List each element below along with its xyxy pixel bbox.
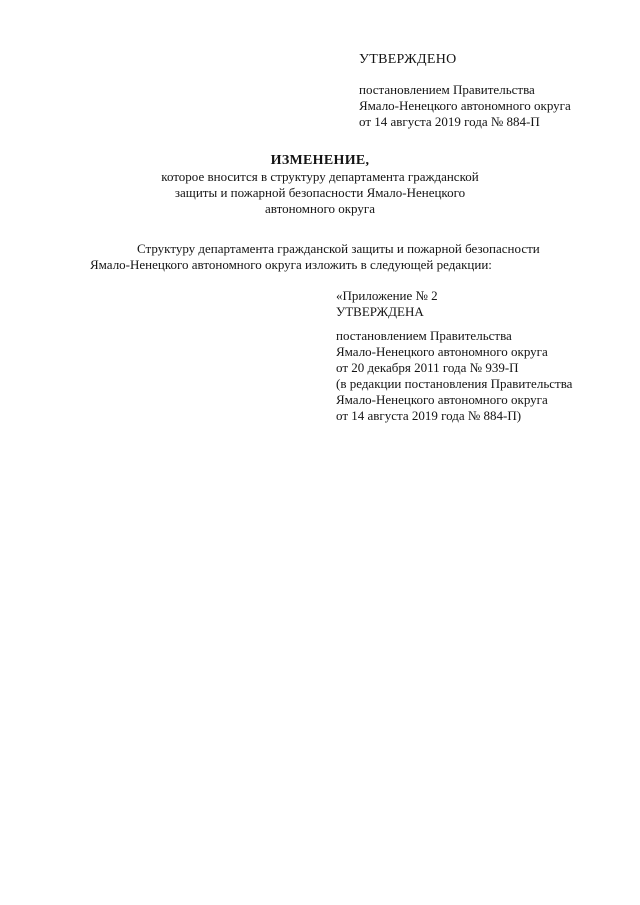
approval-block: [359, 82, 619, 130]
document-title: ИЗМЕНЕНИЕ,: [270, 153, 370, 168]
approval-heading: [359, 52, 457, 68]
appendix-line: от 20 декабря 2011 года № 939-П: [336, 360, 519, 375]
appendix-approved: УТВЕРЖДЕНА: [336, 304, 424, 319]
approval-heading-text: УТВЕРЖДЕНО: [359, 52, 457, 67]
approval-line: от 14 августа 2019 года № 884-П: [359, 114, 540, 129]
approval-line: Ямало-Ненецкого автономного округа: [359, 98, 571, 113]
document-subtitle-line: защиты и пожарной безопасности Ямало-Ненецкого: [174, 185, 466, 200]
appendix-approval-block: [336, 328, 626, 424]
approval-line: постановлением Правительства: [359, 82, 535, 97]
appendix-line: Ямало-Ненецкого автономного округа: [336, 344, 548, 359]
appendix-line: (в редакции постановления Правительства: [336, 376, 573, 391]
appendix-line: от 14 августа 2019 года № 884-П): [336, 408, 522, 423]
appendix-number: «Приложение № 2: [336, 288, 438, 303]
document-subtitle-line: которое вносится в структуру департамента гражданской: [161, 169, 479, 184]
document-subtitle-line: автономного округа: [265, 201, 375, 216]
appendix-line: постановлением Правительства: [336, 328, 512, 343]
body-line: Структуру департамента гражданской защиты и пожарной безопасности: [137, 241, 540, 256]
body-line: Ямало-Ненецкого автономного округа изложить в следующей редакции:: [90, 257, 492, 272]
body-paragraph: [90, 241, 610, 273]
appendix-line: Ямало-Ненецкого автономного округа: [336, 392, 548, 407]
document-title-block: [120, 152, 520, 217]
appendix-header: [336, 288, 626, 320]
